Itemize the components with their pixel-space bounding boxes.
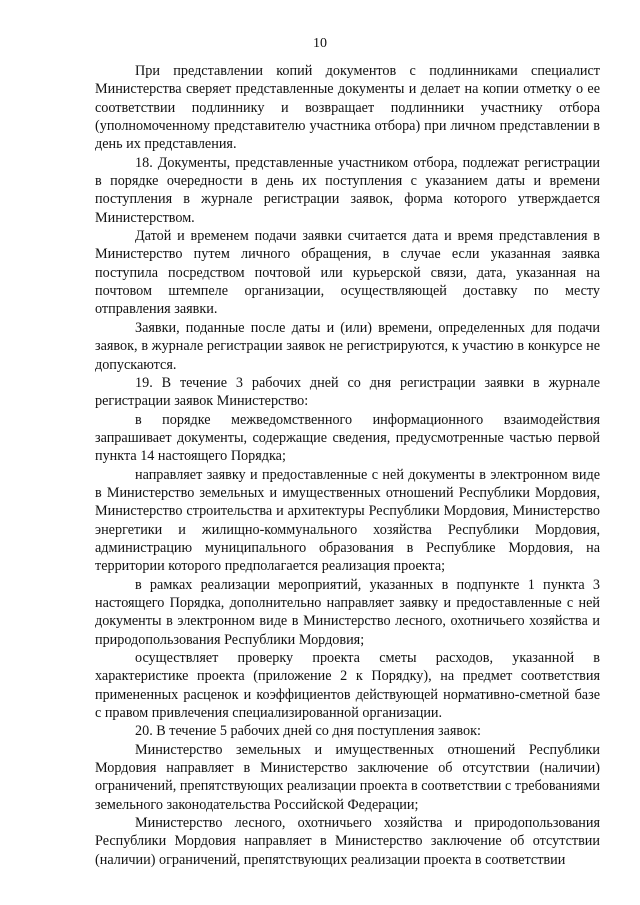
paragraph-19-send-to-ministries: направляет заявку и предоставленные с ней документы в электронном виде в Министерство земельных и имущественных отношений Республики Мордовия, Министерство строительства и архитектуры Республики Мордовия, Министерство энергетики и жилищно-коммунального хозяйства Республики Мордовия, администрацию муниципального образования в Республике Мордовия, на территории которого предполагается реализация проекта; xyxy=(95,466,600,575)
paragraph-copies-verification: При представлении копий документов с подлинниками специалист Министерства сверяет представленные документы и делает на копии отметку о ее соответствии подлиннику и возвращает подлинники участнику отбора (уполномоченному представителю участника отбора) при личном представлении в день их представления. xyxy=(95,63,600,153)
paragraph-20-forestry-ministry: Министерство лесного, охотничьего хозяйства и природопользования Республики Мордовия направляет в Министерство заключение об отсутствии (наличии) ограничений, препятствующих реализации проекта в соответствии xyxy=(95,815,600,868)
paragraph-19-forestry-ministry: в рамках реализации мероприятий, указанных в подпункте 1 пункта 3 настоящего Порядка, дополнительно направляет заявку и предоставленные с ней документы в электронном виде в Министерство лесного, охотничьего хозяйства и природопользования Республики Мордовия; xyxy=(95,576,600,648)
paragraph-submission-date: Датой и временем подачи заявки считается дата и время представления в Министерство путем личного обращения, в случае если указанная заявка поступила посредством почтовой или курьерской связи, дата, указанная на почтовом штемпеле организации, осуществляющей доставку по месту отправления заявки. xyxy=(95,228,600,318)
paragraph-19-intro: 19. В течение 3 рабочих дней со дня регистрации заявки в журнале регистрации заявок Министерство: xyxy=(95,374,600,410)
paragraph-20-land-ministry: Министерство земельных и имущественных отношений Республики Мордовия направляет в Министерство заключение об отсутствии (наличии) ограничений, препятствующих реализации проекта в соответствии с требованиями земельного законодательства Российской Федерации; xyxy=(95,741,600,813)
paragraph-19-estimate-check: осуществляет проверку проекта сметы расходов, указанной в характеристике проекта (приложение 2 к Порядку), на предмет соответствия примененных расценок и коэффициентов действующей нормативно-сметной базе с правом привлечения специализированной организации. xyxy=(95,650,600,722)
paragraph-late-submissions: Заявки, поданные после даты и (или) времени, определенных для подачи заявок, в журнале регистрации заявок не регистрируются, к участию в конкурсе не допускаются. xyxy=(95,319,600,373)
page-number: 10 xyxy=(313,36,327,51)
document-body xyxy=(95,62,600,869)
paragraph-19-interagency-request: в порядке межведомственного информационного взаимодействия запрашивает документы, содержащие сведения, предусмотренные частью первой пункта 14 настоящего Порядка; xyxy=(95,411,600,465)
paragraph-20-intro: 20. В течение 5 рабочих дней со дня поступления заявок: xyxy=(135,723,481,740)
paragraph-18-registration: 18. Документы, представленные участником отбора, подлежат регистрации в порядке очередности в день их поступления с указанием даты и времени поступления в журнале регистрации заявок, форма которого утверждается Министерством. xyxy=(95,154,600,226)
